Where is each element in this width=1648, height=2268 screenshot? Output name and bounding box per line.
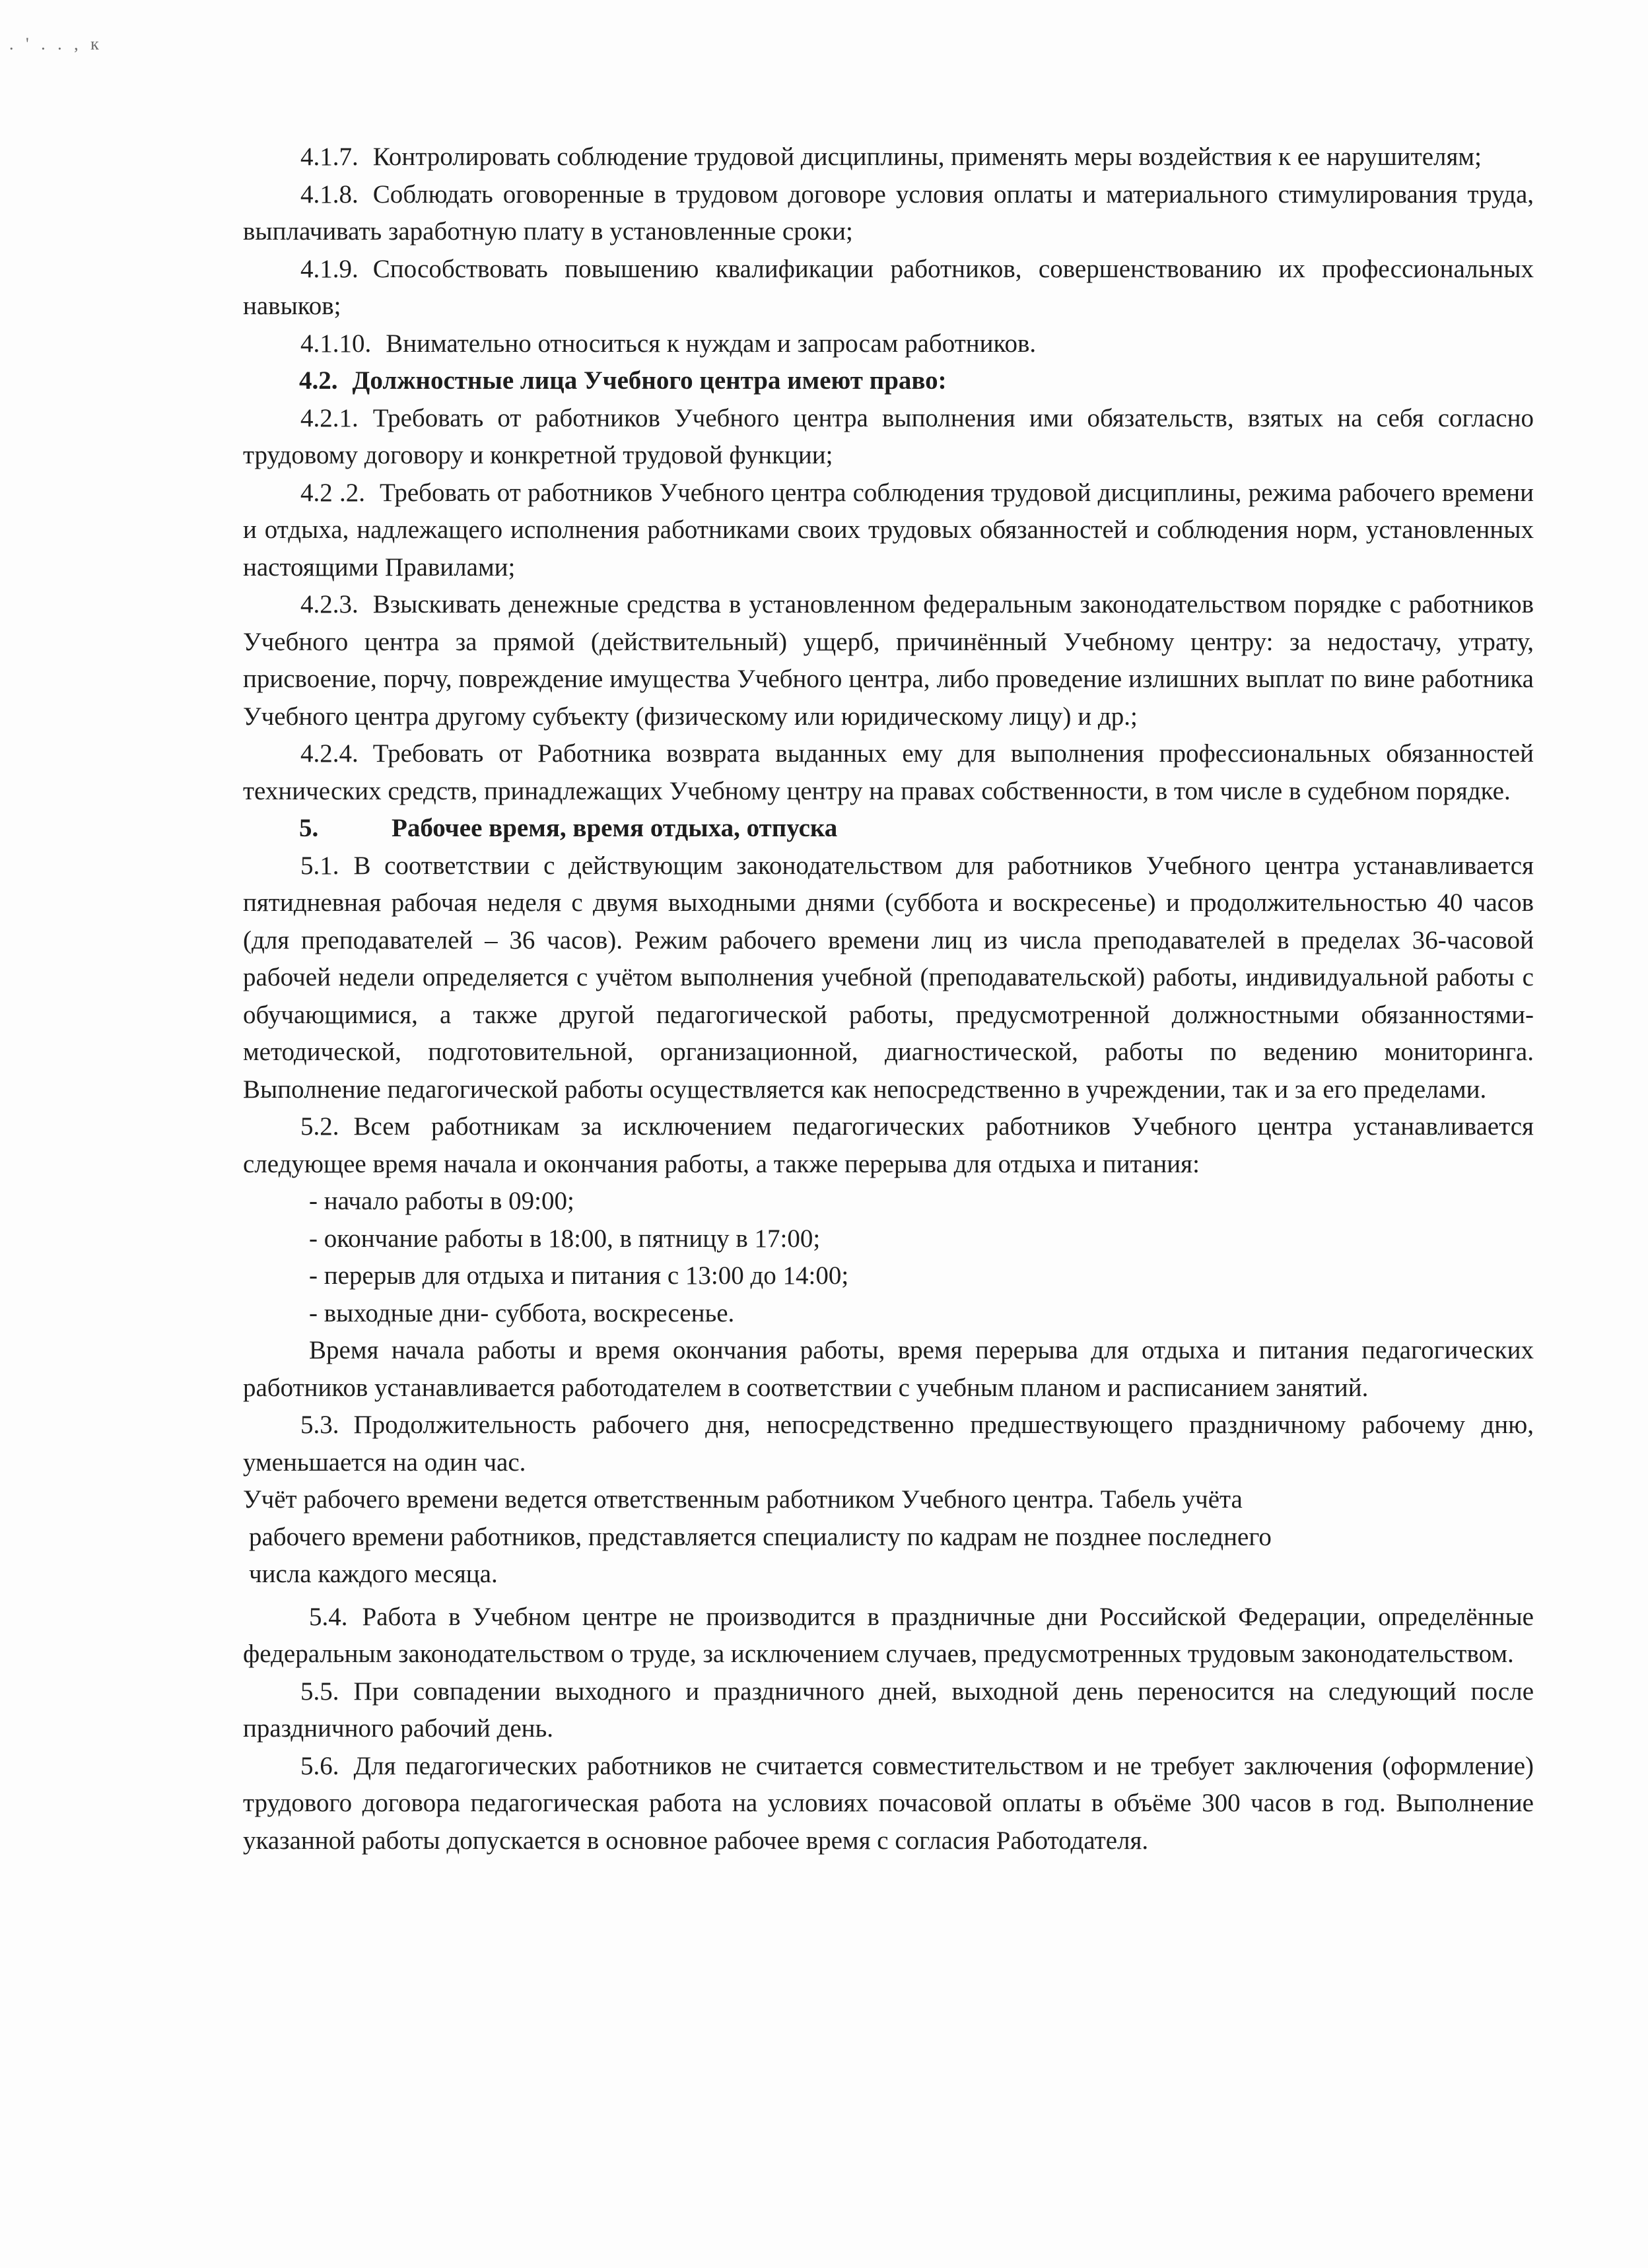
clause-number: 5.2. [300, 1112, 339, 1141]
clause-number: 4.1.7. [300, 143, 359, 171]
work-schedule-list [243, 1183, 1534, 1332]
clause-text: Контролировать соблюдение трудовой дисциплины, применять меры воздействия к ее нарушителям; [372, 143, 1482, 171]
clause-5-3 [243, 1407, 1534, 1481]
clause-text: В соответствии с действующим законодательством для работников Учебного центра устанавливается пятидневная рабочая неделя с двумя выходными днями (суббота и воскресенье) и продолжительностью 40 часов (для преподавателей – 36 часов). Режим рабочего времени лиц из числа преподавателей в пределах 36-часовой рабочей недели определяется с учётом выполнения учебной (преподавательской) работы, индивидуальной работы с обучающимися, а также другой педагогической работы, предусмотренной должностными обязанностями- методической, подготовительной, организационной, диагностической, работы по ведению мониторинга. Выполнение педагогической работы осуществляется как непосредственно в учреждении, так и за его пределами. [243, 851, 1534, 1104]
clause-number: 4.1.9. [300, 254, 359, 283]
heading-number: 5. [299, 814, 319, 842]
section-heading-5 [243, 810, 1534, 848]
schedule-break: - перерыв для отдыха и питания с 13:00 до 14:00; [309, 1261, 849, 1290]
clause-5-4 [243, 1599, 1534, 1673]
clause-5-6 [243, 1748, 1534, 1860]
clause-number: 4.2.1. [300, 403, 359, 432]
clause-text: Требовать от работников Учебного центра соблюдения трудовой дисциплины, режима рабочего времени и отдыха, надлежащего исполнения работниками своих трудовых обязанностей и соблюдения норм, установленных настоящими Правилами; [243, 478, 1534, 582]
timesheet-line-3: числа каждого месяца. [249, 1560, 498, 1588]
clause-number: 5.4. [309, 1602, 348, 1631]
clause-number: 5.3. [300, 1411, 339, 1439]
clause-4-2-4 [243, 735, 1534, 810]
schedule-days-off: - выходные дни- суббота, воскресенье. [309, 1298, 735, 1327]
clause-number: 4.2.3. [300, 590, 359, 618]
clause-5-1 [243, 848, 1534, 1109]
clause-text: Требовать от работников Учебного центра выполнения ими обязательств, взятых на себя согласно трудовому договору и конкретной трудовой функции; [243, 403, 1534, 469]
timesheet-line-2: рабочего времени работников, представляется специалисту по кадрам не позднее последнего [249, 1522, 1272, 1551]
clause-4-1-10 [243, 325, 1534, 363]
clause-4-1-9 [243, 251, 1534, 325]
clause-text: Всем работникам за исключением педагогических работников Учебного центра устанавливается следующее время начала и окончания работы, а также перерыва для отдыха и питания: [243, 1112, 1534, 1178]
clause-text: Продолжительность рабочего дня, непосредственно предшествующего праздничному рабочему дню, уменьшается на один час. [243, 1411, 1534, 1477]
clause-5-2-note: Время начала работы и время окончания работы, время перерыва для отдыха и питания педагогических работников устанавливается работодателем в соответствии с учебным планом и расписанием занятий. [243, 1336, 1534, 1402]
clause-number: 4.2 .2. [300, 478, 365, 507]
heading-number: 4.2. [299, 366, 338, 395]
clause-number: 5.6. [300, 1751, 339, 1780]
clause-number: 5.1. [300, 851, 339, 880]
schedule-start: - начало работы в 09:00; [309, 1187, 574, 1215]
clause-text: Для педагогических работников не считается совместительством и не требует заключения (оформление) трудового договора педагогическая работа на условиях почасовой оплаты в объёме 300 часов в год. Выполнение указанной работы допускается в основное рабочее время с согласия Работодателя. [243, 1751, 1534, 1855]
heading-text: Рабочее время, время отдыха, отпуска [392, 814, 838, 842]
clause-text: Работа в Учебном центре не производится в праздничные дни Российской Федерации, определённые федеральным законодательством о труде, за исключением случаев, предусмотренных трудовым законодательством. [243, 1602, 1534, 1668]
clause-5-2 [243, 1108, 1534, 1183]
clause-5-5 [243, 1673, 1534, 1748]
clause-4-1-7 [243, 139, 1534, 176]
clause-number: 4.1.8. [300, 180, 359, 209]
clause-number: 4.1.10. [300, 329, 372, 358]
clause-text: При совпадении выходного и праздничного дней, выходной день переносится на следующий после праздничного рабочий день. [243, 1677, 1534, 1743]
clause-text: Требовать от Работника возврата выданных ему для выполнения профессиональных обязанностей технических средств, принадлежащих Учебному центру на правах собственности, в том числе в судебном порядке. [243, 739, 1534, 805]
clause-number: 4.2.4. [300, 739, 359, 768]
clause-text: Способствовать повышению квалификации работников, совершенствованию их профессиональных навыков; [243, 254, 1534, 320]
clause-text: Взыскивать денежные средства в установленном федеральным законодательством порядке с работников Учебного центра за прямой (действительный) ущерб, причинённый Учебному центру: за недостачу, утрату, присвоение, порчу, повреждение имущества Учебного центра, либо проведение излишних выплат по вине работника Учебного центра другому субъекту (физическому или юридическому лицу) и др.; [243, 590, 1534, 731]
clause-text: Внимательно относиться к нуждам и запросам работников. [386, 329, 1037, 358]
schedule-end: - окончание работы в 18:00, в пятницу в 17:00; [309, 1224, 821, 1253]
clause-4-2-1 [243, 400, 1534, 475]
timesheet-line-1: Учёт рабочего времени ведется ответственным работником Учебного центра. Табель учёта [243, 1485, 1243, 1514]
clause-4-2-2 [243, 475, 1534, 587]
heading-text: Должностные лица Учебного центра имеют право: [352, 366, 947, 395]
clause-number: 5.5. [300, 1677, 339, 1706]
document-body [243, 139, 1534, 1859]
clause-4-2-3 [243, 586, 1534, 735]
clause-4-1-8 [243, 176, 1534, 251]
section-heading-4-2 [243, 362, 1534, 400]
clause-text: Соблюдать оговоренные в трудовом договоре условия оплаты и материального стимулирования труда, выплачивать заработную плату в установленные сроки; [243, 180, 1534, 246]
scan-corner-mark: . ' . . , к [9, 34, 103, 53]
